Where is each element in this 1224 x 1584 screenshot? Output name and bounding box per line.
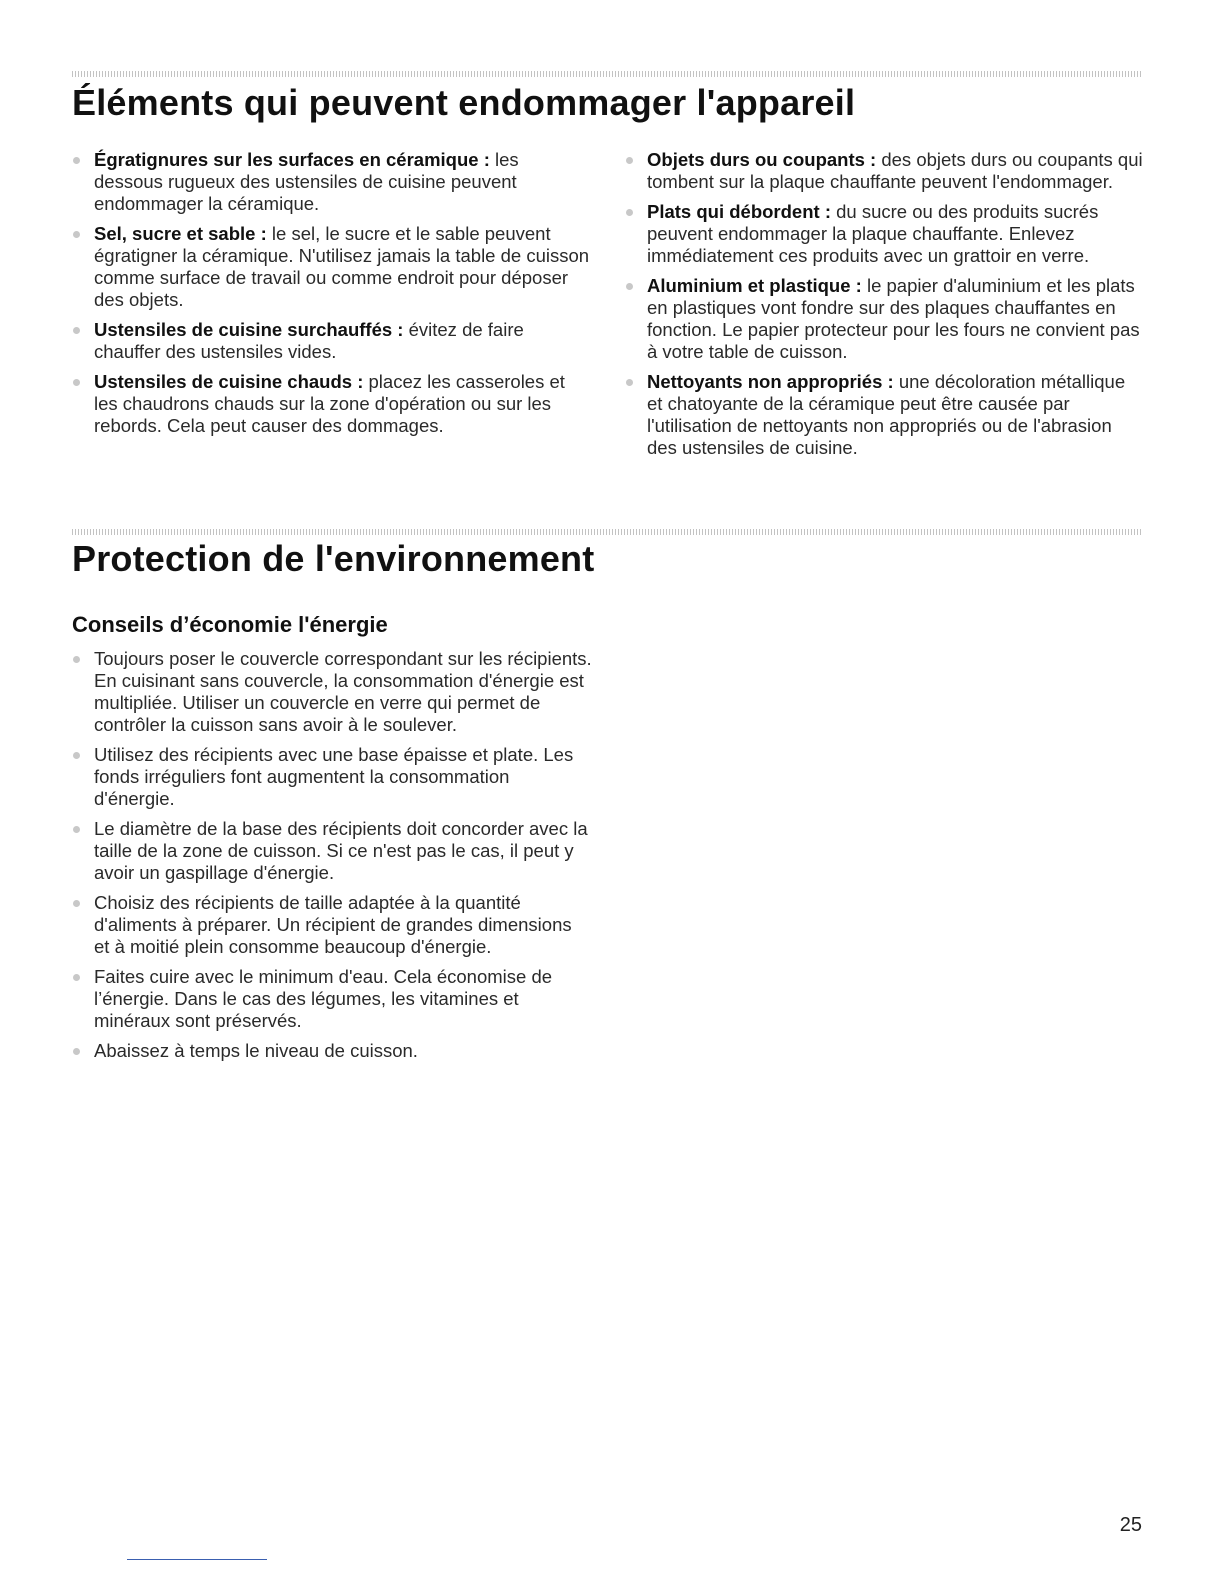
list-item bbox=[72, 892, 592, 958]
bullet-icon bbox=[73, 327, 80, 334]
list-item-text: Le diamètre de la base des récipients doit concorder avec la taille de la zone de cuisson. Si ce n'est pas le cas, il peut y avoir un gaspillage d'énergie. bbox=[94, 818, 588, 883]
bullet-icon bbox=[626, 379, 633, 386]
bullet-icon bbox=[73, 379, 80, 386]
list-item bbox=[72, 223, 592, 311]
list-item bbox=[72, 966, 592, 1032]
section-title-damage: Éléments qui peuvent endommager l'appareil bbox=[72, 82, 856, 123]
list-item bbox=[72, 744, 592, 810]
page-number: 25 bbox=[1119, 1514, 1142, 1536]
damage-list-left bbox=[72, 149, 592, 445]
subsection-title-energy: Conseils d’économie l'énergie bbox=[72, 612, 388, 637]
list-item bbox=[72, 818, 592, 884]
list-item-text: les dessous rugueux des ustensiles de cuisine peuvent endommager la céramique. bbox=[94, 149, 519, 214]
bullet-icon bbox=[626, 209, 633, 216]
list-item-text: du sucre ou des produits sucrés peuvent endommager la plaque chauffante. Enlevez immédiatement ces produits avec un grattoir en verre. bbox=[647, 201, 1099, 266]
list-item-text: Utilisez des récipients avec une base épaisse et plate. Les fonds irréguliers font augmentent la consommation d'énergie. bbox=[94, 744, 574, 809]
bullet-icon bbox=[73, 826, 80, 833]
list-item-term: Nettoyants non appropriés : bbox=[647, 371, 894, 392]
section-divider-top bbox=[72, 71, 1142, 77]
bullet-icon bbox=[73, 974, 80, 981]
list-item-text: le sel, le sucre et le sable peuvent égratigner la céramique. N'utilisez jamais la table de cuisson comme surface de travail ou comme endroit pour déposer des objets. bbox=[94, 223, 590, 310]
list-item bbox=[625, 275, 1145, 363]
bullet-icon bbox=[626, 157, 633, 164]
list-item-text: Toujours poser le couvercle correspondant sur les récipients. En cuisinant sans couvercle, la consommation d'énergie est multipliée. Utiliser un couvercle en verre qui permet de contrôler la cuisson sans avoir à le soulever. bbox=[94, 648, 592, 735]
list-item bbox=[625, 371, 1145, 459]
list-item bbox=[72, 371, 592, 437]
list-item-term: Ustensiles de cuisine chauds : bbox=[94, 371, 364, 392]
bullet-icon bbox=[73, 231, 80, 238]
bullet-icon bbox=[73, 1048, 80, 1055]
list-item-text: placez les casseroles et les chaudrons chauds sur la zone d'opération ou sur les rebords. Cela peut causer des dommages. bbox=[94, 371, 565, 436]
footer-line bbox=[127, 1559, 267, 1560]
bullet-icon bbox=[73, 752, 80, 759]
list-item-term: Égratignures sur les surfaces en céramique : bbox=[94, 149, 490, 170]
section-divider-environment bbox=[72, 529, 1142, 535]
list-item-text: Faites cuire avec le minimum d'eau. Cela économise de l’énergie. Dans le cas des légumes, les vitamines et minéraux sont préservés. bbox=[94, 966, 553, 1031]
list-item bbox=[72, 648, 592, 736]
section-title-environment: Protection de l'environnement bbox=[72, 538, 595, 579]
list-item bbox=[72, 319, 592, 363]
energy-tips-list bbox=[72, 648, 592, 1070]
list-item-term: Objets durs ou coupants : bbox=[647, 149, 877, 170]
list-item-text: des objets durs ou coupants qui tombent sur la plaque chauffante peuvent l'endommager. bbox=[647, 149, 1143, 192]
list-item-text: évitez de faire chauffer des ustensiles vides. bbox=[94, 319, 524, 362]
bullet-icon bbox=[73, 656, 80, 663]
list-item bbox=[72, 149, 592, 215]
list-item-text: Choisiz des récipients de taille adaptée à la quantité d'aliments à préparer. Un récipient de grandes dimensions et à moitié plein consomme beaucoup d'énergie. bbox=[94, 892, 572, 957]
list-item-term: Sel, sucre et sable : bbox=[94, 223, 267, 244]
bullet-icon bbox=[73, 157, 80, 164]
bullet-icon bbox=[73, 900, 80, 907]
list-item-term: Plats qui débordent : bbox=[647, 201, 831, 222]
list-item-term: Ustensiles de cuisine surchauffés : bbox=[94, 319, 404, 340]
damage-list-right bbox=[625, 149, 1145, 467]
list-item-text: le papier d'aluminium et les plats en plastiques vont fondre sur des plaques chauffantes en fonction. Le papier protecteur pour les fours ne convient pas à votre table de cuisson. bbox=[647, 275, 1140, 362]
list-item bbox=[625, 149, 1145, 193]
list-item-text: Abaissez à temps le niveau de cuisson. bbox=[94, 1040, 418, 1061]
list-item bbox=[72, 1040, 592, 1062]
list-item-text: une décoloration métallique et chatoyante de la céramique peut être causée par l'utilisation de nettoyants non appropriés ou de l'abrasion des ustensiles de cuisine. bbox=[647, 371, 1126, 458]
bullet-icon bbox=[626, 283, 633, 290]
list-item bbox=[625, 201, 1145, 267]
list-item-term: Aluminium et plastique : bbox=[647, 275, 862, 296]
